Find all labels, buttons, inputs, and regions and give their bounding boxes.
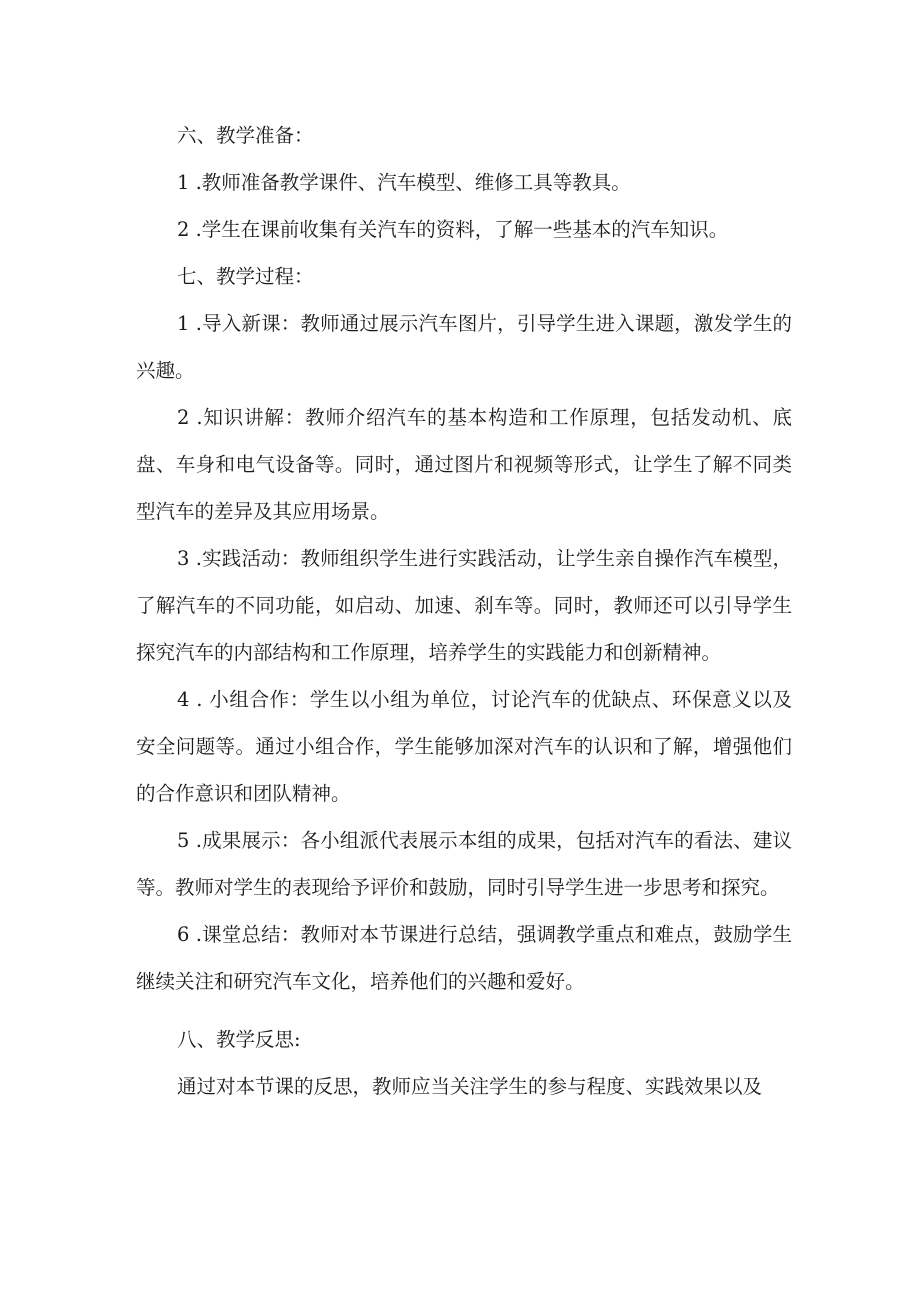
process-item-5: 5 .成果展示：各小组派代表展示本组的成果，包括对汽车的看法、建议等。教师对学生的表现给予评价和鼓励，同时引导学生进一步思考和探究。 [136, 829, 792, 899]
process-item-6: 6 .课堂总结：教师对本节课进行总结，强调教学重点和难点，鼓励学生继续关注和研究汽车文化，培养他们的兴趣和爱好。 [136, 923, 792, 993]
process-item-3: 3 .实践活动：教师组织学生进行实践活动，让学生亲自操作汽车模型，了解汽车的不同功能，如启动、加速、刹车等。同时，教师还可以引导学生探究汽车的内部结构和工作原理，培养学生的实践能力和创新精神。 [136, 547, 792, 664]
reflection-text: 通过对本节课的反思，教师应当关注学生的参与程度、实践效果以及 [177, 1075, 763, 1098]
document-page [136, 112, 792, 1110]
section-heading-reflection: 八、教学反思: [177, 1028, 301, 1051]
process-item-2: 2 .知识讲解：教师介绍汽车的基本构造和工作原理，包括发动机、底盘、车身和电气设备等。同时，通过图片和视频等形式，让学生了解不同类型汽车的差异及其应用场景。 [136, 406, 792, 523]
process-item-4: 4 . 小组合作：学生以小组为单位，讨论汽车的优缺点、环保意义以及安全问题等。通过小组合作，学生能够加深对汽车的认识和了解，增强他们的合作意识和团队精神。 [136, 688, 792, 805]
process-item-1: 1 .导入新课：教师通过展示汽车图片，引导学生进入课题，激发学生的兴趣。 [136, 312, 792, 382]
section-heading-preparation: 六、教学准备： [177, 124, 314, 147]
preparation-item-2: 2 .学生在课前收集有关汽车的资料，了解一些基本的汽车知识。 [177, 218, 729, 241]
preparation-item-1: 1 .教师准备教学课件、汽车模型、维修工具等教具。 [177, 171, 631, 194]
section-heading-process: 七、教学过程： [177, 265, 314, 288]
